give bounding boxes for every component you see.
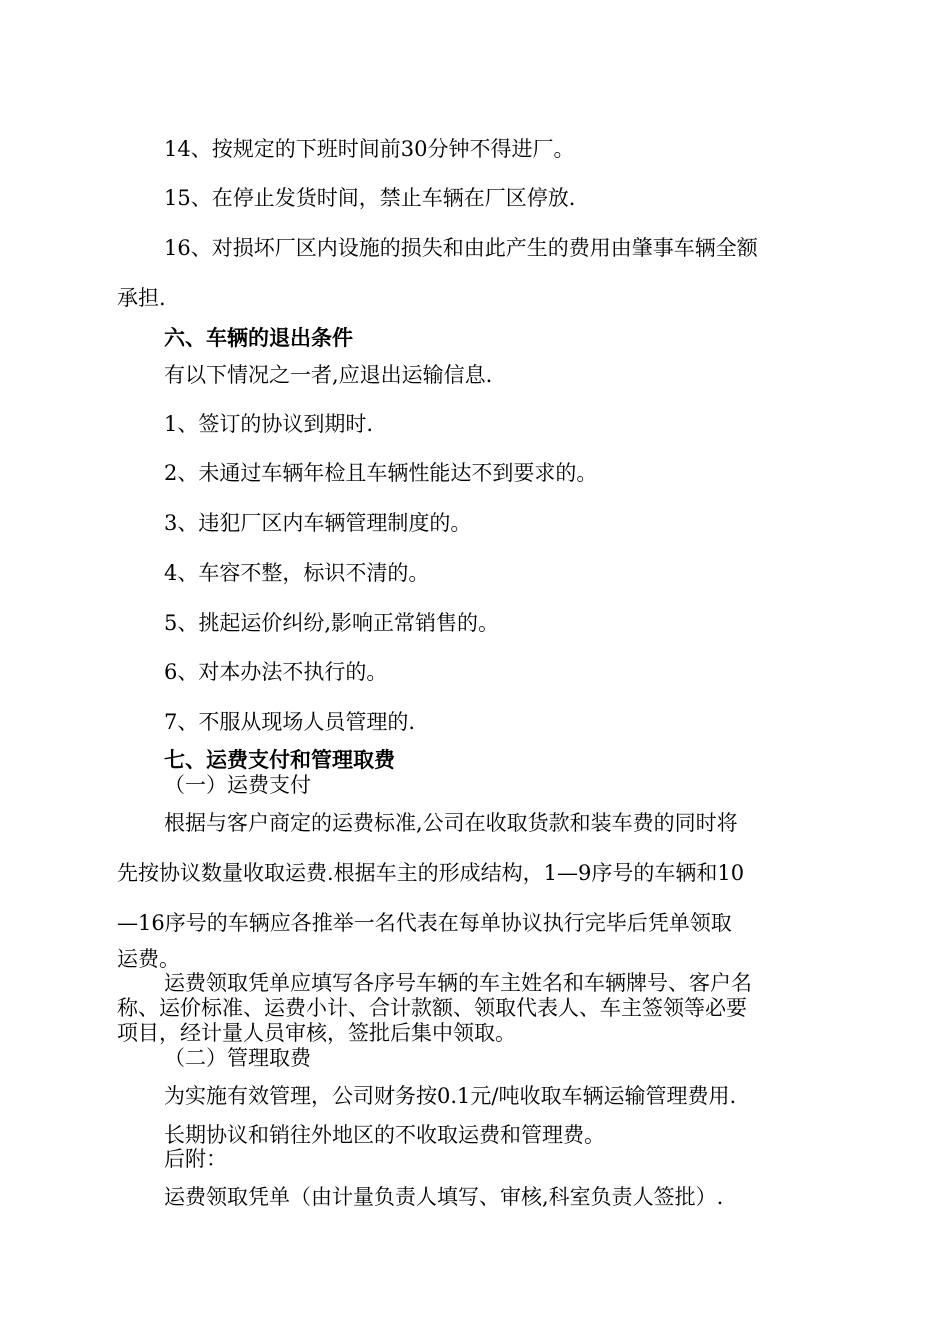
exit-condition-3: 3、违犯厂区内车辆管理制度的。 <box>164 511 472 535</box>
payment-paragraph-line1: 根据与客户商定的运费标准,公司在收取货款和装车费的同时将 <box>164 811 738 835</box>
voucher-paragraph-line2: 称、运价标准、运费小计、合计款额、领取代表人、车主签领等必要 <box>117 996 747 1020</box>
subsection-1-heading: （一）运费支付 <box>164 773 311 797</box>
voucher-paragraph-line1: 运费领取凭单应填写各序号车辆的车主姓名和车辆牌号、客户名 <box>164 971 752 995</box>
section-6-intro: 有以下情况之一者,应退出运输信息. <box>164 363 493 387</box>
exit-condition-1: 1、签订的协议到期时. <box>164 412 374 436</box>
appendix-item: 运费领取凭单（由计量负责人填写、审核,科室负责人签批）. <box>164 1185 724 1209</box>
appendix-label: 后附： <box>164 1147 227 1171</box>
subsection-2-heading: （二）管理取费 <box>164 1046 311 1070</box>
payment-paragraph-line4: 运费。 <box>117 947 180 971</box>
exit-condition-5: 5、挑起运价纠纷,影响正常销售的。 <box>164 611 500 635</box>
exit-condition-7: 7、不服从现场人员管理的. <box>164 710 416 734</box>
payment-paragraph-line3: —16序号的车辆应各推举一名代表在每单协议执行完毕后凭单领取 <box>117 911 732 935</box>
section-7-heading: 七、运费支付和管理取费 <box>164 748 395 772</box>
rule-item-16-line1: 16、对损坏厂区内设施的损失和由此产生的费用由肇事车辆全额 <box>164 236 758 260</box>
management-fee-paragraph: 为实施有效管理，公司财务按0.1元/吨收取车辆运输管理费用. <box>164 1084 737 1108</box>
section-6-heading: 六、车辆的退出条件 <box>164 326 353 350</box>
exit-condition-2: 2、未通过车辆年检且车辆性能达不到要求的。 <box>164 461 598 485</box>
voucher-paragraph-line3: 项目，经计量人员审核，签批后集中领取。 <box>117 1021 516 1045</box>
exit-condition-4: 4、车容不整，标识不清的。 <box>164 561 430 585</box>
rule-item-14: 14、按规定的下班时间前30分钟不得进厂。 <box>164 137 575 161</box>
rule-item-16-line2: 承担. <box>117 286 166 310</box>
exemption-paragraph: 长期协议和销往外地区的不收取运费和管理费。 <box>164 1123 605 1147</box>
exit-condition-6: 6、对本办法不执行的。 <box>164 660 388 684</box>
rule-item-15: 15、在停止发货时间，禁止车辆在厂区停放. <box>164 186 576 210</box>
payment-paragraph-line2: 先按协议数量收取运费.根据车主的形成结构，1—9序号的车辆和10 <box>117 861 745 885</box>
